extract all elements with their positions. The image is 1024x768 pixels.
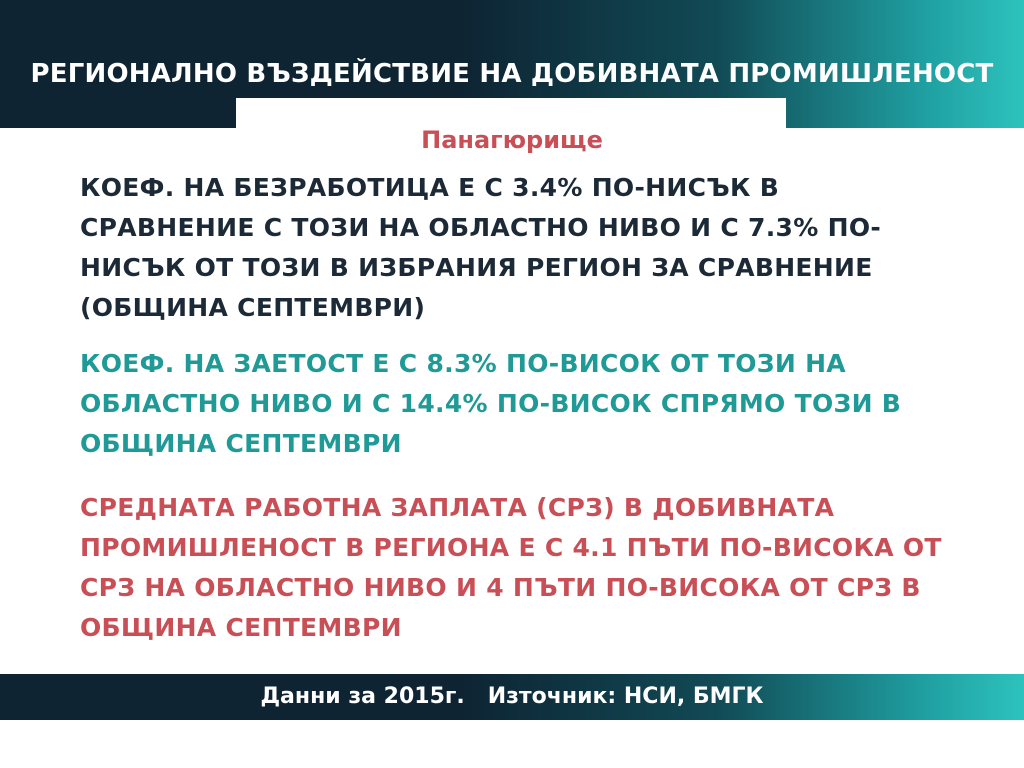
location-subtitle: Панагюрище bbox=[421, 126, 603, 154]
page-title: РЕГИОНАЛНО ВЪЗДЕЙСТВИЕ НА ДОБИВНАТА ПРОМИШЛЕНОСТ bbox=[30, 59, 994, 89]
unemployment-paragraph: КОЕФ. НА БЕЗРАБОТИЦА Е С 3.4% ПО-НИСЪК В СРАВНЕНИЕ С ТОЗИ НА ОБЛАСТНО НИВО И С 7.3% ПО-НИСЪК ОТ ТОЗИ В ИЗБРАНИЯ РЕГИОН ЗА СРАВНЕНИЕ (ОБЩИНА СЕПТЕМВРИ) bbox=[80, 173, 882, 322]
header-banner bbox=[0, 0, 1024, 128]
footer-banner bbox=[0, 674, 1024, 720]
salary-paragraph: СРЕДНАТА РАБОТНА ЗАПЛАТА (СРЗ) В ДОБИВНАТА ПРОМИШЛЕНОСТ В РЕГИОНА Е С 4.1 ПЪТИ ПО-ВИСОКА ОТ СРЗ НА ОБЛАСТНО НИВО И 4 ПЪТИ ПО-ВИСОКА ОТ СРЗ В ОБЩИНА СЕПТЕМВРИ bbox=[80, 493, 942, 642]
source-note: Данни за 2015г. Източник: НСИ, БМГК bbox=[260, 684, 764, 709]
employment-paragraph: КОЕФ. НА ЗАЕТОСТ Е С 8.3% ПО-ВИСОК ОТ ТОЗИ НА ОБЛАСТНО НИВО И С 14.4% ПО-ВИСОК СПРЯМО ТОЗИ В ОБЩИНА СЕПТЕМВРИ bbox=[80, 349, 902, 458]
